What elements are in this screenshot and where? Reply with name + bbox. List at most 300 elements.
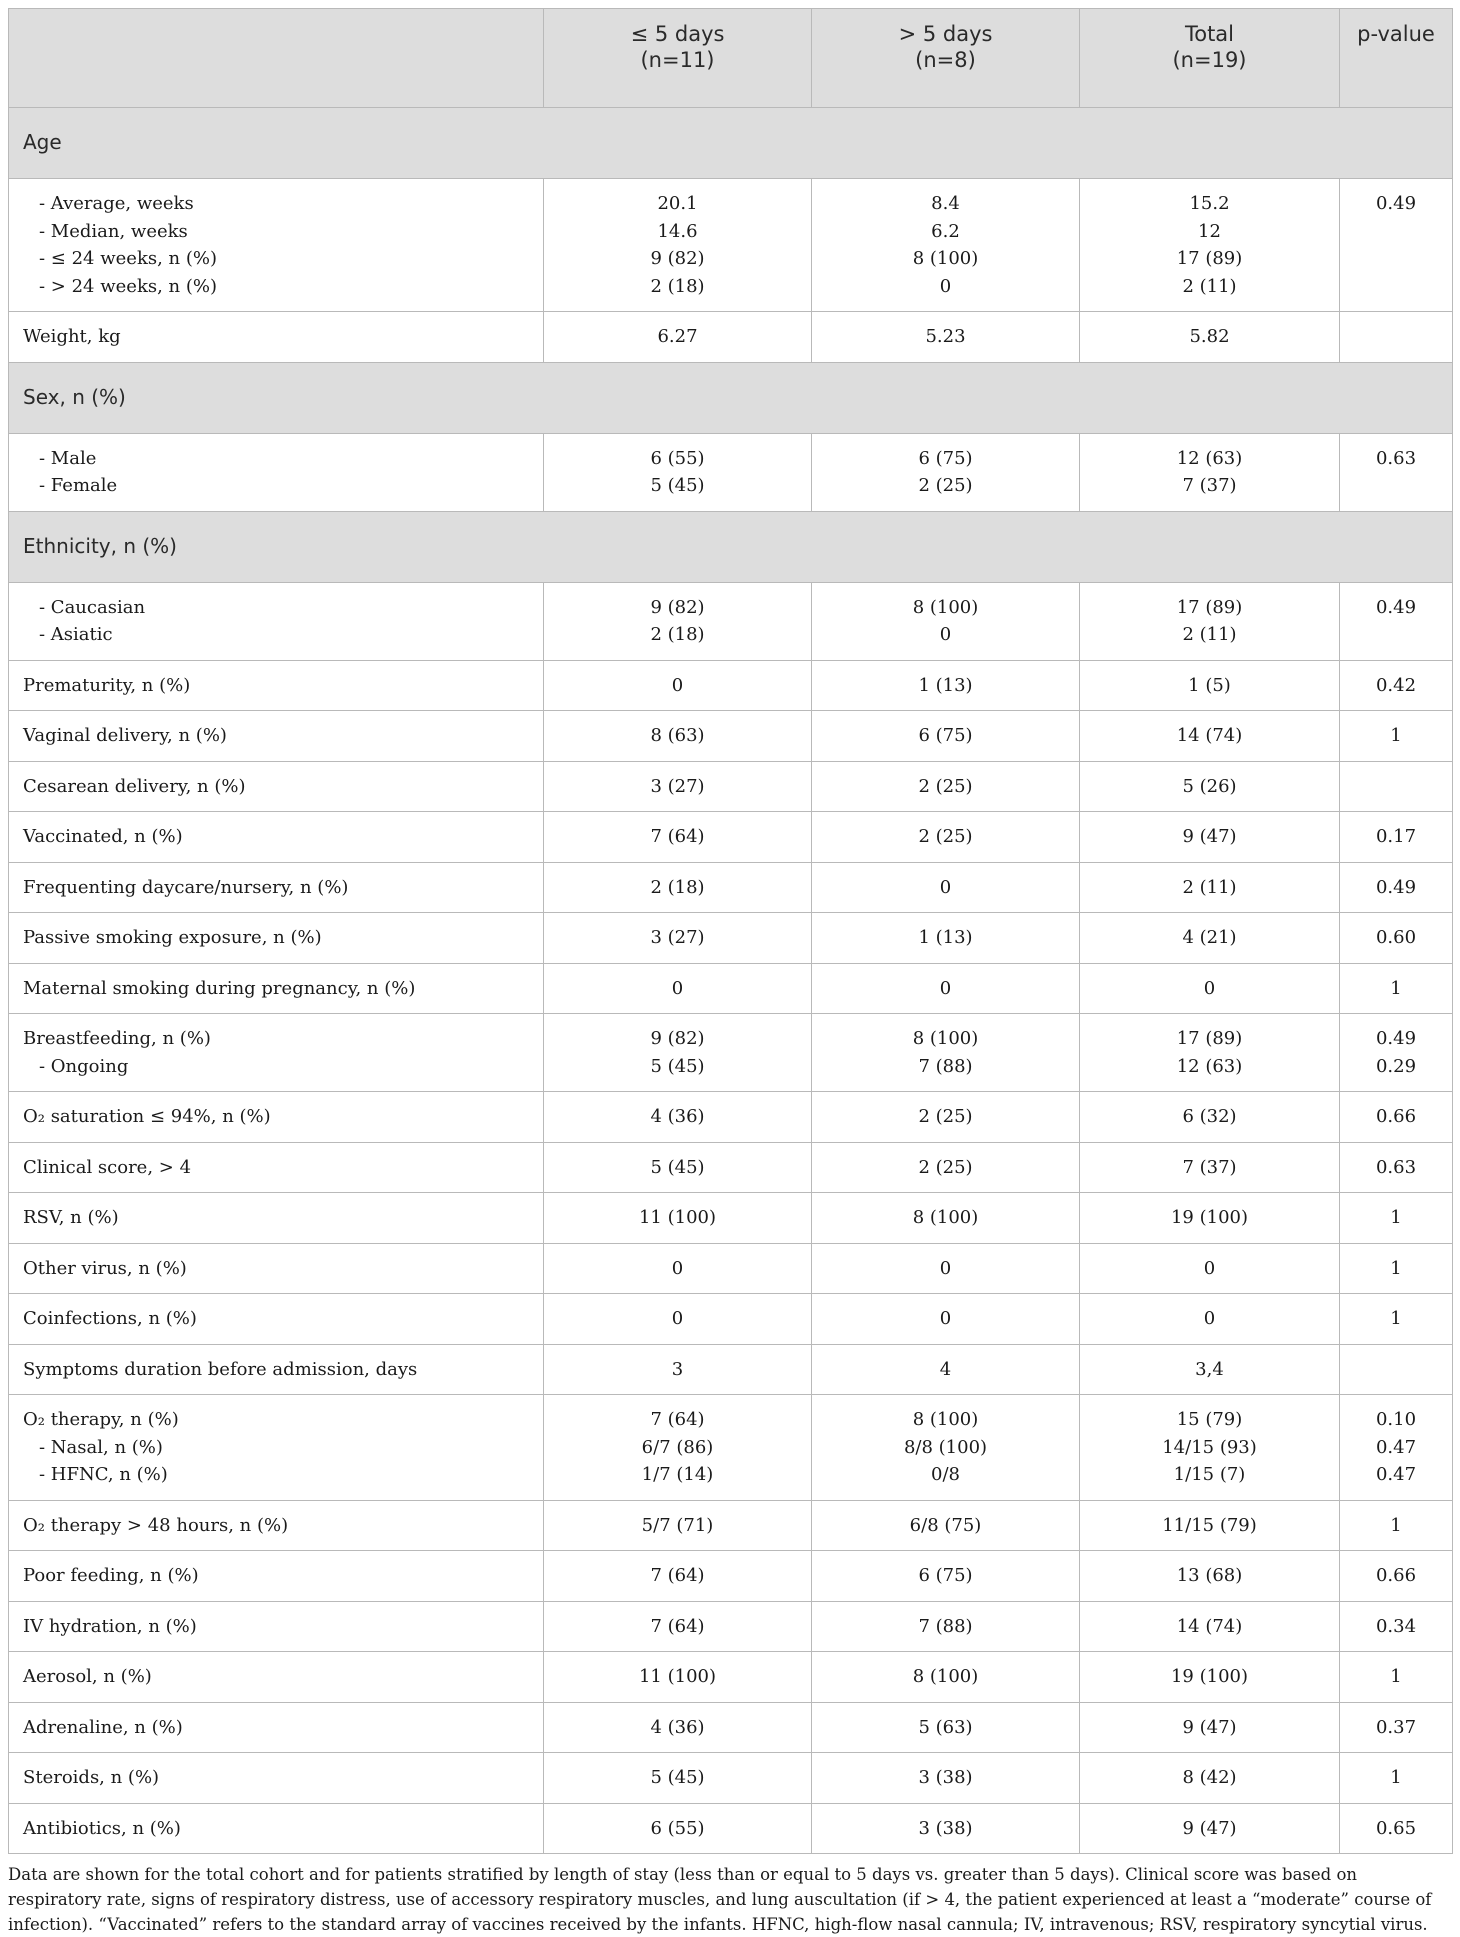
header-text: p-value <box>1357 22 1435 46</box>
cell-gt-5-days <box>812 1243 1080 1294</box>
header-row <box>9 9 1453 108</box>
row-label <box>9 1551 544 1602</box>
cell-text: 6 (55) <box>650 447 705 469</box>
cell-text: - ≤ 24 weeks, n (%) <box>39 248 217 269</box>
cell-text: 1 <box>1390 1257 1402 1279</box>
cell-text: Vaccinated, n (%) <box>23 826 183 847</box>
cell-text: 0 <box>939 977 952 999</box>
cell-text: 9 (82) <box>650 596 705 618</box>
cell-text: 0 <box>1203 1257 1216 1279</box>
table-row <box>9 312 1453 363</box>
cell-text: 6.2 <box>931 220 960 242</box>
header-text: (n=19) <box>1172 48 1247 72</box>
cell-gt-5-days <box>812 1142 1080 1193</box>
cell-le-5-days <box>544 913 812 964</box>
cell-text: 0 <box>671 1308 684 1329</box>
cell-total <box>1080 1601 1340 1652</box>
cell-gt-5-days <box>812 1193 1080 1244</box>
cell-text: 5.23 <box>925 326 966 347</box>
cell-text: 0 <box>939 876 952 898</box>
row-label <box>9 812 544 863</box>
cell-p-value <box>1340 1142 1453 1193</box>
cell-gt-5-days <box>812 862 1080 913</box>
row-label <box>9 1243 544 1294</box>
cell-text: 0 <box>671 977 684 999</box>
cell-text: 3,4 <box>1195 1358 1224 1380</box>
section-label: Age <box>9 108 1453 179</box>
cell-text: IV hydration, n (%) <box>23 1615 197 1637</box>
cell-text: 2 (11) <box>1182 876 1237 898</box>
cell-gt-5-days <box>812 433 1080 511</box>
cell-le-5-days <box>544 1193 812 1244</box>
row-label <box>9 1395 544 1501</box>
cell-total <box>1080 761 1340 812</box>
cell-total <box>1080 1652 1340 1703</box>
cell-total <box>1080 913 1340 964</box>
cell-text: 4 (36) <box>650 1106 705 1127</box>
cell-le-5-days <box>544 1014 812 1092</box>
cell-text: 8.4 <box>931 193 960 214</box>
cell-text: RSV, n (%) <box>23 1207 119 1228</box>
cell-text: 2 (25) <box>918 1156 973 1178</box>
cell-text: 8 (100) <box>912 596 979 618</box>
cell-le-5-days <box>544 1652 812 1703</box>
cell-text: 14 (74) <box>1176 725 1243 746</box>
header-text: (n=11) <box>640 48 715 72</box>
cell-text: 6 (75) <box>918 725 973 746</box>
cell-text: 0.63 <box>1375 447 1417 469</box>
cell-p-value <box>1340 963 1453 1014</box>
cell-text: 17 (89) <box>1176 248 1243 269</box>
cell-text: 0.34 <box>1375 1615 1417 1637</box>
cell-text: 0.65 <box>1375 1817 1417 1839</box>
table-row <box>9 1803 1453 1854</box>
cell-text: - Nasal, n (%) <box>39 1436 163 1458</box>
table-row <box>9 862 1453 913</box>
cell-text: 0.47 <box>1375 1436 1417 1458</box>
table-row <box>9 1294 1453 1345</box>
cell-text: 5 (45) <box>650 475 705 496</box>
cell-le-5-days <box>544 1702 812 1753</box>
cell-gt-5-days <box>812 179 1080 312</box>
cell-text: 4 (36) <box>650 1716 705 1738</box>
cell-p-value <box>1340 913 1453 964</box>
cell-text: Steroids, n (%) <box>23 1767 160 1788</box>
cell-text: Breastfeeding, n (%) <box>23 1028 211 1049</box>
cell-p-value <box>1340 1551 1453 1602</box>
row-label <box>9 761 544 812</box>
cell-text: 2 (18) <box>650 275 705 297</box>
table-row <box>9 1193 1453 1244</box>
cell-text: 11 (100) <box>638 1666 717 1687</box>
row-label <box>9 913 544 964</box>
cell-text: 7 (64) <box>650 1565 705 1586</box>
cell-le-5-days <box>544 1551 812 1602</box>
cell-gt-5-days <box>812 1395 1080 1501</box>
cell-text: O₂ therapy > 48 hours, n (%) <box>23 1514 289 1536</box>
cell-text: 19 (100) <box>1170 1207 1249 1228</box>
cell-text: 0.37 <box>1375 1716 1417 1738</box>
cell-le-5-days <box>544 433 812 511</box>
section-header-row <box>9 362 1453 433</box>
cell-text: 0.66 <box>1375 1106 1417 1127</box>
cell-text: 0.66 <box>1375 1565 1417 1586</box>
cell-text: 1 (13) <box>918 674 973 696</box>
cell-le-5-days <box>544 582 812 660</box>
cell-p-value <box>1340 1193 1453 1244</box>
row-label <box>9 582 544 660</box>
cell-text: - Male <box>39 447 97 469</box>
cell-text: 2 (11) <box>1182 624 1237 645</box>
section-header-row <box>9 511 1453 582</box>
cell-le-5-days <box>544 1803 812 1854</box>
cell-text: 0 <box>939 1308 952 1329</box>
table-footnote: Data are shown for the total cohort and for patients stratified by length of stay (less than or equal to 5 days vs. greater than 5 days). Clinical score was based on respiratory rate, signs of respiratory distress, use of accessory respiratory muscles, and lung auscultation (if > 4, the patient experienced at least a “moderate” course of infection). “Vaccinated” refers to the standard array of vaccines received by the infants. HFNC, high-flow nasal cannula; IV, intravenous; RSV, respiratory syncytial virus. <box>8 1865 1432 1934</box>
cell-le-5-days <box>544 1395 812 1501</box>
cell-text: Vaginal delivery, n (%) <box>23 725 227 746</box>
table-row <box>9 812 1453 863</box>
cell-total <box>1080 963 1340 1014</box>
cell-total <box>1080 812 1340 863</box>
cell-text: 8 (42) <box>1182 1767 1237 1788</box>
cell-total <box>1080 660 1340 711</box>
cell-text: Aerosol, n (%) <box>23 1666 152 1687</box>
cell-text: 11/15 (79) <box>1162 1514 1257 1536</box>
cell-gt-5-days <box>812 1601 1080 1652</box>
cell-text: 8 (100) <box>912 1207 979 1228</box>
cell-total <box>1080 179 1340 312</box>
cell-text: 0.49 <box>1375 876 1417 898</box>
cell-gt-5-days <box>812 1294 1080 1345</box>
cell-text: 6 (75) <box>918 447 973 469</box>
cell-le-5-days <box>544 812 812 863</box>
cell-text: 0.17 <box>1375 826 1417 847</box>
cell-p-value <box>1340 761 1453 812</box>
cell-text: - Female <box>39 475 118 496</box>
row-label <box>9 1092 544 1143</box>
cell-p-value <box>1340 1395 1453 1501</box>
row-label <box>9 1500 544 1551</box>
row-label <box>9 660 544 711</box>
cell-p-value <box>1340 1753 1453 1804</box>
cell-p-value <box>1340 862 1453 913</box>
cell-text: 9 (47) <box>1182 1817 1237 1839</box>
cell-text: 8 (63) <box>650 725 705 746</box>
cell-gt-5-days <box>812 582 1080 660</box>
table-row <box>9 913 1453 964</box>
cell-le-5-days <box>544 660 812 711</box>
cell-text: Symptoms duration before admission, days <box>23 1358 418 1380</box>
cell-gt-5-days <box>812 1500 1080 1551</box>
cell-text: - > 24 weeks, n (%) <box>39 275 217 297</box>
table-body <box>9 108 1453 1854</box>
cell-text: 1 <box>1390 725 1402 746</box>
cell-le-5-days <box>544 963 812 1014</box>
cell-text: 7 (64) <box>650 826 705 847</box>
cell-gt-5-days <box>812 812 1080 863</box>
cell-gt-5-days <box>812 1753 1080 1804</box>
row-label <box>9 711 544 762</box>
cell-text: 3 (27) <box>650 775 705 797</box>
cell-le-5-days <box>544 1243 812 1294</box>
header-le-5-days <box>544 9 812 108</box>
table-row <box>9 761 1453 812</box>
cell-text: 0.42 <box>1375 674 1417 696</box>
cell-text: 14.6 <box>657 220 698 242</box>
cell-text: Coinfections, n (%) <box>23 1308 197 1329</box>
section-label: Sex, n (%) <box>9 362 1453 433</box>
cell-le-5-days <box>544 1753 812 1804</box>
cell-text: 4 <box>939 1358 952 1380</box>
row-label <box>9 1652 544 1703</box>
header-gt-5-days <box>812 9 1080 108</box>
cell-p-value <box>1340 1500 1453 1551</box>
cell-text: 2 (25) <box>918 1106 973 1127</box>
cell-text: 7 (88) <box>918 1055 973 1077</box>
row-label <box>9 179 544 312</box>
cell-text: 13 (68) <box>1176 1565 1243 1586</box>
cell-total <box>1080 582 1340 660</box>
cell-p-value <box>1340 1803 1453 1854</box>
table-row <box>9 1092 1453 1143</box>
table-row <box>9 1702 1453 1753</box>
cell-text: 8 (100) <box>912 1409 979 1430</box>
cell-p-value <box>1340 1092 1453 1143</box>
table-row <box>9 1601 1453 1652</box>
cell-gt-5-days <box>812 1803 1080 1854</box>
cell-text: O₂ saturation ≤ 94%, n (%) <box>23 1106 271 1127</box>
cell-text: - Ongoing <box>39 1055 129 1077</box>
cell-text: 3 (38) <box>918 1767 973 1788</box>
cell-text: 2 (18) <box>650 876 705 898</box>
header-text: > 5 days <box>898 22 993 46</box>
table-row <box>9 179 1453 312</box>
cell-le-5-days <box>544 312 812 363</box>
table-row <box>9 582 1453 660</box>
cell-total <box>1080 1702 1340 1753</box>
cell-text: 7 (88) <box>918 1615 973 1637</box>
cell-total <box>1080 1803 1340 1854</box>
cell-text: 17 (89) <box>1176 596 1243 618</box>
cell-p-value <box>1340 312 1453 363</box>
cell-text: 14/15 (93) <box>1162 1436 1257 1458</box>
cell-total <box>1080 1014 1340 1092</box>
table-row <box>9 433 1453 511</box>
row-label <box>9 1601 544 1652</box>
cell-p-value <box>1340 1294 1453 1345</box>
cell-text: 6 (32) <box>1182 1106 1237 1127</box>
cell-le-5-days <box>544 1344 812 1395</box>
cell-text: 4 (21) <box>1182 927 1237 948</box>
table-row <box>9 1753 1453 1804</box>
row-label <box>9 862 544 913</box>
cell-p-value <box>1340 582 1453 660</box>
cell-text: 0/8 <box>931 1464 960 1485</box>
cell-gt-5-days <box>812 1344 1080 1395</box>
cell-le-5-days <box>544 1294 812 1345</box>
cell-text: 17 (89) <box>1176 1028 1243 1049</box>
cell-text: 5 (26) <box>1182 775 1237 797</box>
cell-total <box>1080 1193 1340 1244</box>
cell-text: 5.82 <box>1189 326 1230 347</box>
cell-text: 6/8 (75) <box>909 1514 982 1536</box>
table-row <box>9 711 1453 762</box>
cell-text: 11 (100) <box>638 1207 717 1228</box>
table-row <box>9 1652 1453 1703</box>
cell-text: 0 <box>939 624 952 645</box>
cell-text: 1 <box>1390 1207 1402 1228</box>
cell-text: 15.2 <box>1189 193 1230 214</box>
cell-text: 0.49 <box>1375 596 1417 618</box>
cell-text: 0.49 <box>1375 1028 1417 1049</box>
table-container <box>8 8 1452 1937</box>
cell-gt-5-days <box>812 711 1080 762</box>
cell-text: 5 (63) <box>918 1716 973 1738</box>
cell-total <box>1080 1243 1340 1294</box>
cell-text: 0.49 <box>1375 193 1417 214</box>
cell-text: 9 (47) <box>1182 826 1237 847</box>
cell-le-5-days <box>544 179 812 312</box>
cell-p-value <box>1340 1702 1453 1753</box>
section-label: Ethnicity, n (%) <box>9 511 1453 582</box>
cell-le-5-days <box>544 862 812 913</box>
cell-p-value <box>1340 812 1453 863</box>
cell-text: 1 <box>1390 1666 1402 1687</box>
cell-text: Passive smoking exposure, n (%) <box>23 927 322 948</box>
header-p-value <box>1340 9 1453 108</box>
cell-text: 3 (27) <box>650 927 705 948</box>
cell-text: 7 (37) <box>1182 1156 1237 1178</box>
row-label <box>9 1193 544 1244</box>
characteristics-table <box>8 8 1453 1854</box>
cell-text: 1 (13) <box>918 927 973 948</box>
cell-text: 1 <box>1390 1514 1402 1536</box>
row-label <box>9 1014 544 1092</box>
cell-p-value <box>1340 1014 1453 1092</box>
cell-text: Other virus, n (%) <box>23 1257 187 1279</box>
cell-text: Antibiotics, n (%) <box>23 1817 181 1839</box>
cell-total <box>1080 1294 1340 1345</box>
table-row <box>9 660 1453 711</box>
row-label <box>9 1803 544 1854</box>
cell-text: 1/15 (7) <box>1173 1464 1246 1485</box>
cell-text: Frequenting daycare/nursery, n (%) <box>23 876 349 898</box>
cell-gt-5-days <box>812 1702 1080 1753</box>
cell-text: O₂ therapy, n (%) <box>23 1409 179 1430</box>
cell-gt-5-days <box>812 312 1080 363</box>
cell-p-value <box>1340 1243 1453 1294</box>
cell-gt-5-days <box>812 1652 1080 1703</box>
cell-text: 0.47 <box>1375 1464 1417 1485</box>
cell-gt-5-days <box>812 1014 1080 1092</box>
cell-le-5-days <box>544 1092 812 1143</box>
cell-le-5-days <box>544 711 812 762</box>
cell-text: 2 (11) <box>1182 275 1237 297</box>
cell-total <box>1080 1344 1340 1395</box>
cell-gt-5-days <box>812 913 1080 964</box>
cell-text: 0 <box>671 674 684 696</box>
cell-text: 0 <box>939 1257 952 1279</box>
cell-text: 0.60 <box>1375 927 1417 948</box>
cell-text: 0.63 <box>1375 1156 1417 1178</box>
cell-text: 3 (38) <box>918 1817 973 1839</box>
cell-text: 1 <box>1390 1308 1402 1329</box>
cell-text: Maternal smoking during pregnancy, n (%) <box>23 977 416 999</box>
cell-text: 5 (45) <box>650 1156 705 1178</box>
table-row <box>9 1500 1453 1551</box>
cell-text: 8 (100) <box>912 1028 979 1049</box>
cell-text: 15 (79) <box>1176 1409 1243 1430</box>
header-text: ≤ 5 days <box>630 22 725 46</box>
cell-p-value <box>1340 1652 1453 1703</box>
cell-text: 9 (82) <box>650 248 705 269</box>
cell-p-value <box>1340 179 1453 312</box>
row-label <box>9 1142 544 1193</box>
cell-text: 7 (64) <box>650 1615 705 1637</box>
cell-text: 1 <box>1390 1767 1402 1788</box>
row-label <box>9 963 544 1014</box>
cell-text: 3 <box>671 1358 684 1380</box>
cell-text: 5 (45) <box>650 1767 705 1788</box>
cell-text: - Asiatic <box>39 624 113 645</box>
cell-text: 6 (75) <box>918 1565 973 1586</box>
cell-text: Poor feeding, n (%) <box>23 1565 199 1586</box>
cell-text: 0.10 <box>1375 1409 1417 1430</box>
cell-text: 6 (55) <box>650 1817 705 1839</box>
cell-le-5-days <box>544 1601 812 1652</box>
cell-text: 12 <box>1198 220 1221 242</box>
cell-p-value <box>1340 711 1453 762</box>
cell-text: 8 (100) <box>912 1666 979 1687</box>
cell-gt-5-days <box>812 1551 1080 1602</box>
cell-text: 8 (100) <box>912 248 979 269</box>
cell-total <box>1080 1551 1340 1602</box>
cell-text: - Caucasian <box>39 596 146 618</box>
cell-text: 14 (74) <box>1176 1615 1243 1637</box>
table-row <box>9 1344 1453 1395</box>
cell-le-5-days <box>544 1500 812 1551</box>
cell-text: Clinical score, > 4 <box>23 1156 192 1178</box>
cell-text: 12 (63) <box>1176 1055 1243 1077</box>
header-blank <box>9 9 544 108</box>
cell-p-value <box>1340 433 1453 511</box>
cell-text: 0.29 <box>1375 1055 1417 1077</box>
row-label <box>9 1702 544 1753</box>
cell-text: Adrenaline, n (%) <box>23 1716 183 1738</box>
table-row <box>9 1395 1453 1501</box>
cell-p-value <box>1340 1344 1453 1395</box>
cell-le-5-days <box>544 761 812 812</box>
cell-text: 9 (82) <box>650 1028 705 1049</box>
row-label <box>9 1294 544 1345</box>
cell-p-value <box>1340 660 1453 711</box>
table-header <box>9 9 1453 108</box>
cell-text: 0 <box>1203 1308 1216 1329</box>
cell-text: 5 (45) <box>650 1055 705 1077</box>
cell-text: 2 (25) <box>918 826 973 847</box>
cell-text: 2 (25) <box>918 775 973 797</box>
cell-total <box>1080 711 1340 762</box>
table-row <box>9 1551 1453 1602</box>
cell-text: 19 (100) <box>1170 1666 1249 1687</box>
cell-text: 1 <box>1390 977 1402 999</box>
cell-gt-5-days <box>812 660 1080 711</box>
cell-total <box>1080 862 1340 913</box>
cell-total <box>1080 312 1340 363</box>
header-text: (n=8) <box>915 48 976 72</box>
cell-text: 8/8 (100) <box>903 1436 988 1458</box>
cell-text: 2 (25) <box>918 475 973 496</box>
